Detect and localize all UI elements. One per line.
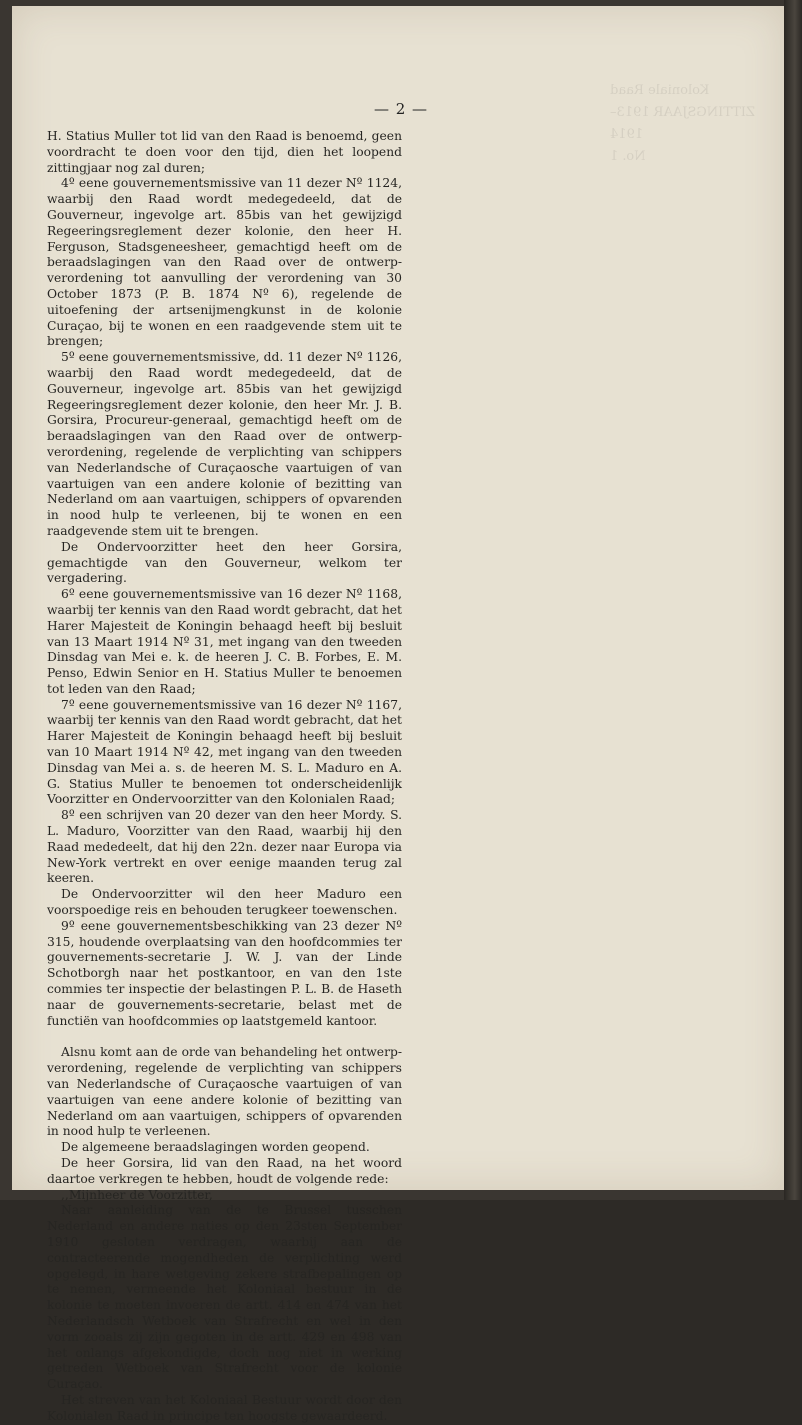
paragraph: Alsnu komt aan de orde van behandeling het ontwerp-verordening, regelende de verplichting van schippers van Nederlandsche of Curaçaosche vaartuigen of van vaartuigen van eene andere kolonie of bezitting van Nederland om aan vaartuigen, schippers of opvarenden in nood hulp te verleenen. <box>47 1045 402 1139</box>
paragraph: H. Statius Muller tot lid van den Raad is benoemd, geen voordracht te doen voor den tijd, dien het loopend zittingjaar nog zal duren; <box>47 129 402 175</box>
paragraph: 6º eene gouvernementsmissive van 16 dezer Nº 1168, waarbij ter kennis van den Raad wordt gebracht, dat het Harer Majesteit de Koningin behaagd heeft bij besluit van 13 Maart 1914 Nº 31, met ingang van den tweeden Dinsdag van Mei e. k. de heeren J. C. B. Forbes, E. M. Penso, Edwin Senior en H. Statius Muller te benoemen tot leden van den Raad; <box>47 587 402 696</box>
paragraph: De Ondervoorzitter wil den heer Maduro een voorspoedige reis en behouden terugkeer toewenschen. <box>47 887 402 918</box>
bleed-through-text <box>610 80 780 190</box>
paragraph: ,,Mijnheer de Voorzitter, <box>61 1187 213 1202</box>
binding-edge <box>784 0 802 1200</box>
paragraph: 5º eene gouvernementsmissive, dd. 11 dezer Nº 1126, waarbij den Raad wordt medegedeeld, dat de Gouverneur, ingevolge art. 85bis van het gewijzigd Regeeringsreglement dezer kolonie, den heer Mr. J. B. Gorsira, Procureur-generaal, gemachtigd heeft om de beraadslagingen van den Raad over de ontwerp-verordening, regelende de verplichting van schippers van Nederlandsche of Curaçaosche vaartuigen of van vaartuigen van een andere kolonie of bezitting van Nederland om aan vaartuigen, schippers of opvarenden in nood hulp te verleenen, bij te wonen en een raadgevende stem uit te brengen. <box>47 350 402 538</box>
paragraph: 7º eene gouvernementsmissive van 16 dezer Nº 1167, waarbij ter kennis van den Raad wordt gebracht, dat het Harer Majesteit de Koningin behaagd heeft bij besluit van 10 Maart 1914 Nº 42, met ingang van den tweeden Dinsdag van Mei a. s. de heeren M. S. L. Maduro en A. G. Statius Muller te benoemen tot onderscheidenlijk Voorzitter en Ondervoorzitter van den Kolonialen Raad; <box>47 697 402 807</box>
paragraph: Naar aanleiding van de te Brussel tusschen Nederland en andere naties op den 23sten September 1910 gesloten verdragen, waarbij aan de contracteerende mogendheden de verplichting werd opgelegd, in hare wetgeving zekere strafbepalingen op te nemen, vermeende het Koloniaal bestuur in de kolonie te moeten invoeren de artt. 414 en 474 van het Nederlandsch Wetboek van Strafrecht en wel in den vorm zooals zij zijn gegoten in de artt. 429 en 498 van het onlangs afgekondigde, doch nog niet in werking getreden Wetboek van Strafrecht voor de kolonie Curaçao. <box>47 1203 402 1392</box>
paragraph: De algemeene beraadslagingen worden geopend. <box>61 1140 370 1155</box>
paragraph: 9º eene gouvernementsbeschikking van 23 dezer Nº 315, houdende overplaatsing van den hoofdcommies ter gouvernements-secretarie J. W. J. van der Linde Schotborgh naar het postkantoor, en van den 1ste commies ter inspectie der belastingen P. L. B. de Haseth naar de gouvernements-secretarie, belast met de functiën van hoofdcommies op laatstgemeld kantoor. <box>47 918 402 1028</box>
paragraph: Het streven van het Koloniaal Bestuur wordt door den Kolonialen Raad in principe ten hoogste gewaardeerd. <box>47 1392 402 1423</box>
bleed-line: ZITTINGSJAAR 1913–1914 <box>610 105 756 142</box>
bleed-line: No. 1 <box>610 149 646 164</box>
paragraph: De heer Gorsira, lid van den Raad, na het woord daartoe verkregen te hebben, houdt de volgende rede: <box>47 1156 402 1186</box>
document-body <box>47 129 402 1425</box>
paragraph: 8º een schrijven van 20 dezer van den heer Mordy. S. L. Maduro, Voorzitter van den Raad, waarbij hij den Raad mededeelt, dat hij den 22n. dezer naar Europa via New-York vertrekt en over eenige maanden terug zal keeren. <box>47 808 402 886</box>
paragraph: 4º eene gouvernementsmissive van 11 dezer Nº 1124, waarbij den Raad wordt medegedeeld, dat de Gouverneur, ingevolge art. 85bis van het gewijzigd Regeeringsreglement dezer kolonie, den heer H. Ferguson, Stadsgeneesheer, gemachtigd heeft om de beraadslagingen van den Raad over de ontwerp-verordening tot aanvulling der verordening van 30 October 1873 (P. B. 1874 Nº 6), regelende de uitoefening der artsenijmengkunst in de kolonie Curaçao, bij te wonen en een raadgevende stem uit te brengen; <box>47 176 402 349</box>
page-number: — 2 — <box>373 100 429 118</box>
bleed-line: Koloniale Raad <box>610 83 710 98</box>
paragraph: De Ondervoorzitter heet den heer Gorsira, gemachtigde van den Gouverneur, welkom ter vergadering. <box>47 539 402 586</box>
